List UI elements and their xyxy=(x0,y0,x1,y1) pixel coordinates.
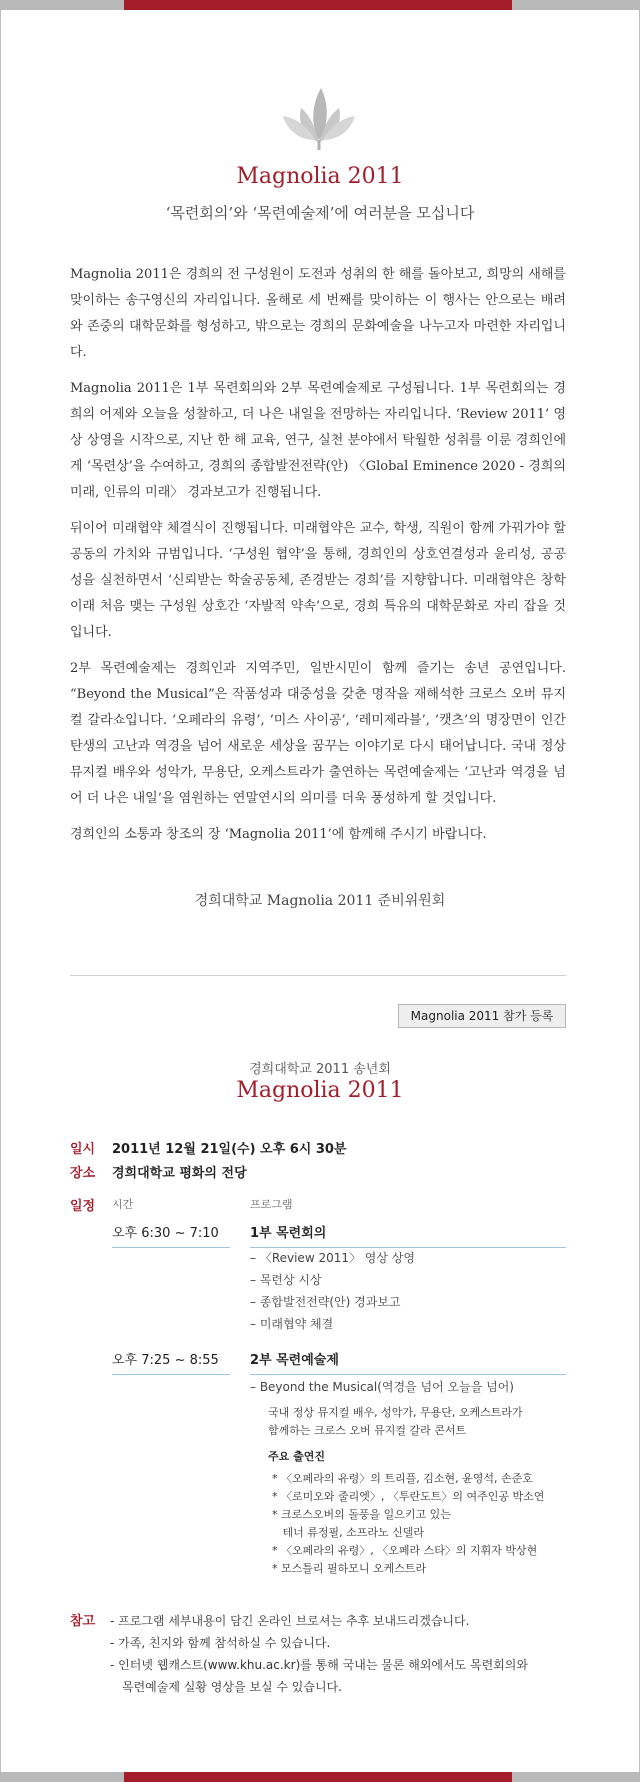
intro-paragraph: Magnolia 2011은 경희의 전 구성원이 도전과 성취의 한 해를 돌아보고, 희망의 새해를 맞이하는 송구영신의 자리입니다. 올해로 세 번째를 맞이하는 이 행사는 안으로는 배려와 존중의 대학문화를 형성하고, 밖으로는 경희의 문화예술을 나누고자 마련한 자리입니다. xyxy=(70,267,566,360)
time-column-header: 시간 xyxy=(112,1198,134,1211)
magnolia-flower-icon xyxy=(275,80,365,152)
divider xyxy=(70,975,566,976)
part2-program-list xyxy=(250,1376,566,1398)
intro-text xyxy=(70,262,566,858)
part1-program-list xyxy=(250,1247,566,1335)
part2-time: 오후 7:25 ~ 8:55 xyxy=(112,1349,230,1375)
notes-label: 참고 xyxy=(70,1614,96,1629)
list-item: - 가족, 친지와 함께 참석하실 수 있습니다. xyxy=(110,1636,331,1650)
notes-list xyxy=(110,1610,566,1698)
event-subtitle: 경희대학교 2011 송년회 xyxy=(249,1062,391,1077)
event-title: Magnolia 2011 xyxy=(236,1078,404,1103)
page-subtitle: ‘목련회의’와 ‘목련예술제’에 여러분을 모십니다 xyxy=(165,204,475,222)
bottom-decorative-bar xyxy=(0,1772,640,1782)
top-decorative-bar xyxy=(0,0,640,10)
program-column-header: 프로그램 xyxy=(250,1198,293,1211)
list-item: * 모스틀리 필하모니 오케스트라 xyxy=(272,1562,427,1575)
list-item: – 목련상 시상 xyxy=(250,1273,322,1287)
list-item: - 프로그램 세부내용이 담긴 온라인 브로셔는 추후 보내드리겠습니다. xyxy=(110,1614,470,1628)
list-item: * 〈오페라의 유령〉, 〈오페라 스타〉의 지휘자 박상현 xyxy=(272,1544,538,1557)
place-row xyxy=(70,1162,247,1181)
list-item: – 〈Review 2011〉 영상 상영 xyxy=(250,1251,415,1265)
part1-time: 오후 6:30 ~ 7:10 xyxy=(112,1222,230,1248)
list-item: 목련예술제 실황 영상을 보실 수 있습니다. xyxy=(122,1680,342,1694)
place-value: 경희대학교 평화의 전당 xyxy=(112,1166,247,1181)
description-line: 국내 정상 뮤지컬 배우, 성악가, 무용단, 오케스트라가 xyxy=(268,1406,523,1419)
list-item: * 〈오페라의 유령〉의 트리플, 김소현, 윤영석, 손준호 xyxy=(272,1472,533,1485)
schedule-label: 일정 xyxy=(70,1199,96,1214)
list-item: – 종합발전전략(안) 경과보고 xyxy=(250,1295,401,1309)
intro-paragraph: 경희인의 소통과 창조의 장 ‘Magnolia 2011’에 함께해 주시기 바랍니다. xyxy=(70,827,487,842)
description-line: 함께하는 크로스 오버 뮤지컬 갈라 콘서트 xyxy=(268,1424,467,1437)
intro-paragraph: Magnolia 2011은 1부 목련회의와 2부 목련예술제로 구성됩니다. 1부 목련회의는 경희의 어제와 오늘을 성찰하고, 더 나은 내일을 전망하는 자리입니다. ‘Review 2011’ 영상 상영을 시작으로, 지난 한 해 교육, 연구, 실천 분야에서 탁월한 성취를 이룬 경희인에게 ‘목련상’을 수여하고, 경희의 종합발전전략(안) 〈Global Eminence 2020 - 경희의 미래, 인류의 미래〉 경과보고가 진행됩니다. xyxy=(70,381,566,500)
intro-paragraph: 2부 목련예술제는 경희인과 지역주민, 일반시민이 함께 즐기는 송년 공연입니다. “Beyond the Musical”은 작품성과 대중성을 갖춘 명작을 재해석한 크로스 오버 뮤지컬 갈라쇼입니다. ‘오페라의 유령’, ‘미스 사이공’, ‘레미제라블’, ‘캣츠’의 명장면이 인간 탄생의 고난과 역경을 넘어 새로운 세상을 꿈꾸는 이야기로 다시 태어납니다. 국내 정상 뮤지컬 배우와 성악가, 무용단, 오케스트라가 출연하는 목련예술제는 ‘고난과 역경을 넘어 더 나은 내일’을 염원하는 연말연시의 의미를 더욱 풍성하게 할 것입니다. xyxy=(70,661,566,806)
date-label: 일시 xyxy=(70,1142,96,1157)
list-item: 테너 류정필, 소프라노 신델라 xyxy=(272,1526,424,1539)
date-row xyxy=(70,1138,346,1157)
intro-paragraph: 뒤이어 미래협약 체결식이 진행됩니다. 미래협약은 교수, 학생, 직원이 함께 가꿔가야 할 공동의 가치와 규범입니다. ‘구성원 협약’을 통해, 경희인의 상호연결성과 윤리성, 공공성을 실천하면서 ‘신뢰받는 학술공동체, 존경받는 경희’를 지향합니다. 미래협약은 창학 이래 처음 맺는 구성원 상호간 ‘자발적 약속’으로, 경희 특유의 대학문화로 자리 잡을 것입니다. xyxy=(70,521,566,640)
signature: 경희대학교 Magnolia 2011 준비위원회 xyxy=(194,893,446,909)
place-label: 장소 xyxy=(70,1166,96,1181)
list-item: * 〈로미오와 줄리엣〉, 〈투란도트〉의 여주인공 박소연 xyxy=(272,1490,545,1503)
list-item: – 미래협약 체결 xyxy=(250,1317,334,1331)
performers-heading: 주요 출연진 xyxy=(268,1450,325,1463)
part2-title: 2부 목련예술제 xyxy=(250,1349,566,1375)
date-value: 2011년 12월 21일(수) 오후 6시 30분 xyxy=(112,1142,347,1157)
page-title: Magnolia 2011 xyxy=(236,164,404,189)
part1-title: 1부 목련회의 xyxy=(250,1222,566,1248)
show-description xyxy=(268,1404,566,1440)
performers-list xyxy=(272,1470,566,1578)
list-item: * 크로스오버의 돌풍을 일으키고 있는 xyxy=(272,1508,451,1521)
list-item: - 인터넷 웹캐스트(www.khu.ac.kr)를 통해 국내는 물론 해외에서도 목련회의와 xyxy=(110,1658,528,1672)
register-button[interactable]: Magnolia 2011 참가 등록 xyxy=(398,1004,566,1028)
list-item: – Beyond the Musical(역경을 넘어 오늘을 넘어) xyxy=(250,1380,514,1394)
